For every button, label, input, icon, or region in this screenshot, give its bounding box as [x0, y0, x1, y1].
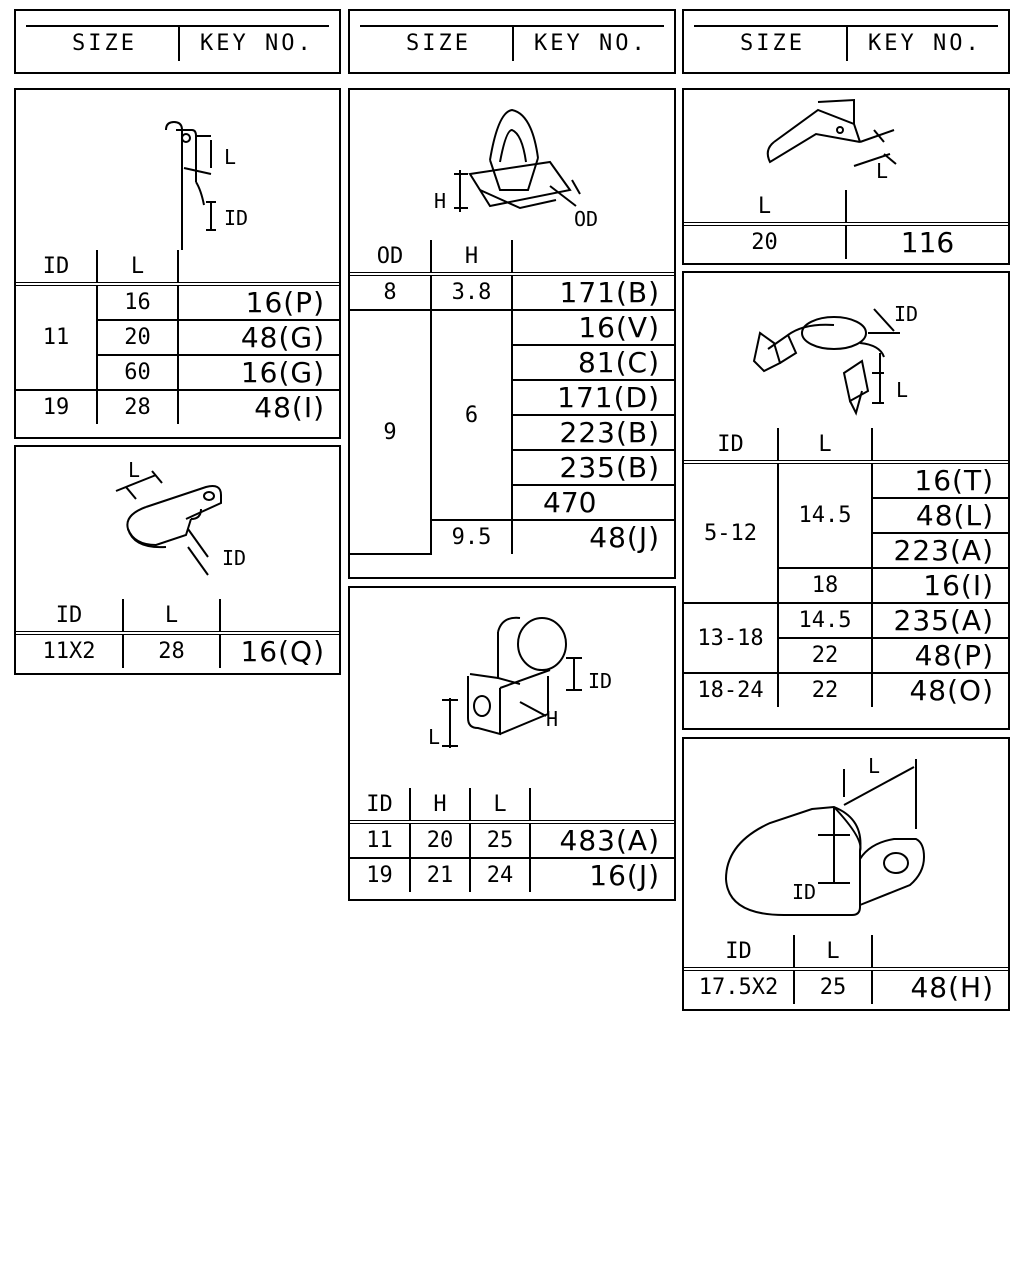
- table-row: [684, 969, 1008, 1004]
- dim-label-h: H: [434, 189, 447, 213]
- cell-id: 11X2: [16, 633, 123, 668]
- dim-label-l: L: [896, 378, 909, 402]
- dim-label-l: L: [876, 159, 889, 183]
- col-header-key: [872, 428, 1008, 462]
- bent-clip-drawing: [684, 90, 1008, 190]
- cell-l: 14.5: [778, 603, 872, 638]
- cell-l: 24: [470, 858, 530, 892]
- cell-key: 116: [846, 224, 1008, 259]
- cell-key: 48(J): [512, 520, 674, 554]
- header-divider: [512, 27, 514, 61]
- header-col2: [348, 9, 676, 74]
- push-clip-drawing: [350, 90, 674, 240]
- dim-label-id: ID: [224, 206, 249, 230]
- col-header-h: H: [431, 240, 512, 274]
- cell-key: 48(I): [178, 390, 339, 424]
- parts-table-c3b: [684, 428, 1008, 707]
- cell-id: 11: [16, 284, 97, 390]
- col-header-id: ID: [684, 428, 778, 462]
- dim-label-od: OD: [574, 207, 599, 231]
- table-row: [684, 224, 1008, 259]
- clamp-panel-c2b: [348, 586, 676, 901]
- dim-label-l: L: [428, 725, 441, 749]
- cell-h: 20: [410, 822, 470, 858]
- cell-l: 20: [97, 320, 178, 355]
- cell-key: 235(A): [872, 603, 1008, 638]
- parts-table-c1a: [16, 250, 339, 424]
- table-row: [684, 673, 1008, 707]
- dim-label-l: L: [224, 145, 237, 169]
- table-row: [350, 310, 674, 345]
- cell-l: 22: [778, 638, 872, 673]
- col-header-key: [178, 250, 339, 284]
- col-header-key: [872, 935, 1008, 969]
- header-size-label: SIZE: [406, 31, 471, 56]
- col-header-key: [846, 190, 1008, 224]
- table-row: [350, 274, 674, 310]
- col-header-id: ID: [684, 935, 794, 969]
- cell-key: 171(D): [512, 380, 674, 415]
- table-row: [350, 822, 674, 858]
- cell-key: 48(L): [872, 498, 1008, 533]
- clamp-panel-c1b: [14, 445, 341, 675]
- cell-l: 16: [97, 284, 178, 320]
- parts-table-c1b: [16, 599, 339, 668]
- cell-id: 17.5X2: [684, 969, 794, 1004]
- header-size-label: SIZE: [740, 31, 805, 56]
- col-header-l: L: [778, 428, 872, 462]
- col-header-key: [220, 599, 339, 633]
- cell-key: 48(O): [872, 673, 1008, 707]
- header-divider: [846, 27, 848, 61]
- cell-key: 171(B): [512, 274, 674, 310]
- single-loop-clamp-drawing: [16, 90, 339, 250]
- header-divider: [178, 27, 180, 61]
- dim-label-id: ID: [894, 302, 919, 326]
- col-header-key: [530, 788, 674, 822]
- cell-l: 25: [470, 822, 530, 858]
- col-header-key: [512, 240, 674, 274]
- dim-label-id: ID: [588, 669, 613, 693]
- cell-l: 22: [778, 673, 872, 707]
- parts-table-c3a: [684, 190, 1008, 259]
- table-row: [16, 284, 339, 320]
- col-header-id: ID: [350, 788, 410, 822]
- header-size-label: SIZE: [72, 31, 137, 56]
- table-row: [684, 603, 1008, 638]
- cell-key: 16(P): [178, 284, 339, 320]
- cell-key: 81(C): [512, 345, 674, 380]
- header-key-label: KEY NO.: [868, 31, 982, 56]
- cell-od: 9: [350, 310, 431, 554]
- cell-h: 3.8: [431, 274, 512, 310]
- cell-l: 28: [97, 390, 178, 424]
- cell-od: 8: [350, 274, 431, 310]
- cell-key: 235(B): [512, 450, 674, 485]
- dim-label-h: H: [546, 707, 559, 731]
- table-row: [16, 390, 339, 424]
- cell-id: 11: [350, 822, 410, 858]
- cell-id: 18-24: [684, 673, 778, 707]
- cell-l: 18: [778, 568, 872, 603]
- col-header-od: OD: [350, 240, 431, 274]
- clamp-panel-c1a: [14, 88, 341, 439]
- hose-clip-drawing: [684, 273, 1008, 428]
- cell-key: 16(I): [872, 568, 1008, 603]
- dim-label-l: L: [128, 458, 141, 482]
- col-header-l: L: [684, 190, 846, 224]
- parts-table-c3c: [684, 935, 1008, 1004]
- dim-label-l: L: [868, 754, 881, 778]
- flat-loop-clamp-drawing: [16, 447, 339, 599]
- cell-l: 14.5: [778, 462, 872, 568]
- header-col1: [14, 9, 341, 74]
- cell-l: 20: [684, 224, 846, 259]
- cell-key: 48(G): [178, 320, 339, 355]
- col-header-l: L: [794, 935, 872, 969]
- col-header-l: L: [470, 788, 530, 822]
- cell-key: 223(B): [512, 415, 674, 450]
- cell-key: 223(A): [872, 533, 1008, 568]
- offset-clamp-drawing: [350, 588, 674, 788]
- cell-key: 16(V): [512, 310, 674, 345]
- cell-key: 16(Q): [220, 633, 339, 668]
- cell-key: 470: [512, 485, 674, 520]
- cell-l: 28: [123, 633, 220, 668]
- cell-key: 483(A): [530, 822, 674, 858]
- double-clamp-drawing: [684, 739, 1008, 935]
- cell-key: 16(J): [530, 858, 674, 892]
- col-header-l: L: [97, 250, 178, 284]
- header-key-label: KEY NO.: [200, 31, 314, 56]
- cell-h: 21: [410, 858, 470, 892]
- cell-id: 13-18: [684, 603, 778, 673]
- clip-panel-c3a: [682, 88, 1010, 265]
- table-row: [350, 858, 674, 892]
- col-header-l: L: [123, 599, 220, 633]
- cell-id: 19: [16, 390, 97, 424]
- parts-table-c2b: [350, 788, 674, 892]
- header-key-label: KEY NO.: [534, 31, 648, 56]
- cell-h: 6: [431, 310, 512, 520]
- header-col3: [682, 9, 1010, 74]
- col-header-id: ID: [16, 599, 123, 633]
- cell-l: 25: [794, 969, 872, 1004]
- cell-key: 16(G): [178, 355, 339, 390]
- cell-key: 48(H): [872, 969, 1008, 1004]
- cell-id: 5-12: [684, 462, 778, 603]
- cell-h: 9.5: [431, 520, 512, 554]
- dim-label-id: ID: [222, 546, 247, 570]
- cell-id: 19: [350, 858, 410, 892]
- clamp-panel-c3c: [682, 737, 1010, 1011]
- clip-panel-c2a: [348, 88, 676, 579]
- cell-key: 16(T): [872, 462, 1008, 498]
- clip-panel-c3b: [682, 271, 1010, 730]
- col-header-id: ID: [16, 250, 97, 284]
- cell-l: 60: [97, 355, 178, 390]
- dim-label-id: ID: [792, 880, 817, 904]
- table-row: [16, 633, 339, 668]
- parts-table-c2a: [350, 240, 674, 555]
- cell-key: 48(P): [872, 638, 1008, 673]
- table-row: [684, 462, 1008, 498]
- col-header-h: H: [410, 788, 470, 822]
